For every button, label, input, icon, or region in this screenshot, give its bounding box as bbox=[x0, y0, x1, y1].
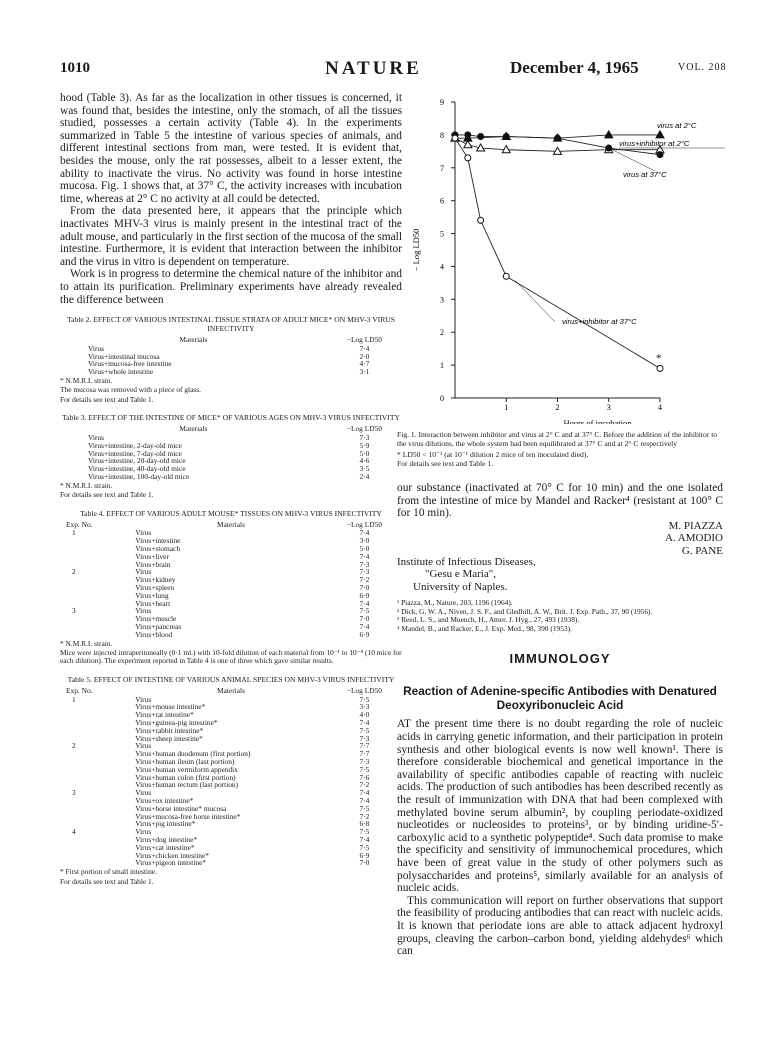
figure-note: * LD50 < 10⁻¹ (at 10⁻¹ dilution 2 mice of ten inoculated died). bbox=[397, 450, 589, 459]
author: A. AMODIO bbox=[664, 532, 723, 545]
material-cell: Virus bbox=[88, 343, 104, 353]
exp-number bbox=[60, 711, 135, 719]
table-caption: Table 5. EFFECT OF INTESTINE OF VARIOUS ANIMAL SPECIES ON MHV-3 VIRUS INFECTIVITY bbox=[67, 674, 395, 684]
figure-caption: Fig. 1. Interaction between inhibitor and virus at 2° C and at 37° C. Before the addition of the inhibitor to the virus dilutions, the whole system had been equilibrated at 37° C and at 2° C respectively bbox=[397, 430, 718, 448]
data-point bbox=[478, 134, 484, 140]
table-2 bbox=[60, 315, 402, 404]
value-cell: 5·0 bbox=[359, 448, 370, 458]
table-row bbox=[60, 813, 402, 821]
value-cell: 7·4 bbox=[359, 835, 370, 844]
value-cell: 7·2 bbox=[359, 811, 370, 821]
table-row bbox=[60, 711, 402, 719]
x-tick-label: 1 bbox=[504, 403, 509, 412]
column-header: Materials bbox=[217, 685, 245, 695]
exp-number bbox=[60, 553, 135, 561]
asterisk-marker: * bbox=[656, 352, 662, 365]
table-row bbox=[60, 607, 402, 615]
material-cell: Virus+pigeon intestine* bbox=[135, 858, 207, 868]
table-row bbox=[60, 623, 402, 631]
value-cell: 7·5 bbox=[359, 606, 370, 616]
column-header: Exp. No. bbox=[66, 685, 93, 695]
table-row bbox=[60, 820, 402, 828]
table-row bbox=[60, 696, 402, 704]
page-header bbox=[0, 60, 775, 82]
value-cell: 7·4 bbox=[359, 551, 370, 561]
value-cell: 4·0 bbox=[359, 710, 370, 720]
value-cell: 3·1 bbox=[359, 367, 370, 377]
material-cell: Virus+human rectum (last portion) bbox=[135, 780, 239, 790]
column-header: −Log LD50 bbox=[346, 335, 382, 345]
value-cell: 7·5 bbox=[359, 764, 370, 774]
section-heading: IMMUNOLOGY bbox=[509, 651, 611, 667]
value-cell: 7·3 bbox=[359, 757, 370, 767]
exp-number bbox=[60, 576, 135, 584]
table-header-row bbox=[60, 521, 402, 530]
left-column bbox=[60, 92, 402, 886]
x-tick-label: 4 bbox=[658, 403, 662, 412]
table-row bbox=[60, 631, 402, 639]
data-point bbox=[555, 135, 561, 141]
material-cell: Virus+lung bbox=[135, 590, 169, 600]
article-body bbox=[397, 718, 723, 957]
y-axis-label: − Log LD50 bbox=[411, 228, 421, 272]
value-cell: 7·3 bbox=[359, 433, 370, 443]
column-header: Exp. No. bbox=[66, 519, 93, 529]
value-cell: 4·6 bbox=[359, 456, 370, 466]
table-row bbox=[60, 473, 402, 481]
value-cell: 7·0 bbox=[359, 858, 370, 868]
material-cell: Virus+rat intestine* bbox=[135, 710, 194, 720]
data-point bbox=[606, 145, 612, 151]
value-cell: 7·2 bbox=[359, 780, 370, 790]
table-caption: Table 4. EFFECT OF VARIOUS ADULT MOUSE* TISSUES ON MHV-3 VIRUS INFECTIVITY bbox=[80, 508, 382, 518]
table-row bbox=[60, 852, 402, 860]
material-cell: Virus+kidney bbox=[135, 575, 176, 585]
author: G. PANE bbox=[681, 544, 723, 557]
value-cell: 7·4 bbox=[359, 788, 370, 798]
table-caption: Table 2. EFFECT OF VARIOUS INTESTINAL TISSUE STRATA OF ADULT MICE* ON MHV-3 VIRUS INFECTIVITY bbox=[67, 315, 395, 334]
data-point bbox=[478, 217, 484, 223]
table-note: * N.M.R.I. strain. bbox=[60, 376, 113, 386]
value-cell: 6·9 bbox=[359, 629, 370, 639]
material-cell: Virus+intestinal mucosa bbox=[88, 351, 160, 361]
table-note: For details see text and Table 1. bbox=[60, 490, 154, 500]
material-cell: Virus+pancreas bbox=[135, 622, 182, 632]
journal-name: NATURE bbox=[325, 58, 422, 79]
material-cell: Virus bbox=[135, 741, 152, 751]
exp-number bbox=[60, 750, 135, 758]
table-row bbox=[60, 545, 402, 553]
table-note: * N.M.R.I. strain. bbox=[60, 638, 113, 648]
table-row bbox=[60, 797, 402, 805]
material-cell: Virus+spleen bbox=[135, 583, 175, 593]
value-cell: 7·5 bbox=[359, 842, 370, 852]
data-point bbox=[605, 131, 613, 138]
y-tick-label: 0 bbox=[440, 394, 444, 403]
column-header: Materials bbox=[217, 519, 245, 529]
value-cell: 7·4 bbox=[359, 598, 370, 608]
material-cell: Virus+chicken intestine* bbox=[135, 850, 209, 860]
table-row bbox=[60, 727, 402, 735]
figure-note: For details see text and Table 1. bbox=[397, 459, 494, 468]
value-cell: 7·4 bbox=[359, 718, 370, 728]
table-row bbox=[60, 561, 402, 569]
material-cell: Virus+muscle bbox=[135, 614, 177, 624]
material-cell: Virus+pig intestine* bbox=[135, 819, 196, 829]
exp-number bbox=[60, 774, 135, 782]
exp-number: 1 bbox=[72, 694, 76, 704]
value-cell: 7·5 bbox=[359, 827, 370, 837]
right-body-text bbox=[397, 482, 723, 520]
material-cell: Virus bbox=[135, 827, 152, 837]
exp-number bbox=[60, 623, 135, 631]
table-header-row bbox=[60, 687, 402, 696]
table-row bbox=[60, 789, 402, 797]
reference-list bbox=[397, 599, 723, 633]
reference: ³ Reed, L. S., and Muench, H., Amer. J. Hyg., 27, 493 (1938). bbox=[397, 615, 580, 625]
y-tick-label: 2 bbox=[440, 328, 444, 338]
author-list bbox=[397, 520, 723, 558]
value-cell: 7·6 bbox=[359, 772, 370, 782]
value-cell: 6·9 bbox=[359, 850, 370, 860]
data-table bbox=[60, 521, 402, 639]
page-number: 1010 bbox=[60, 60, 90, 76]
value-cell: 7·4 bbox=[359, 622, 370, 632]
exp-number bbox=[60, 797, 135, 805]
table-header-row bbox=[60, 336, 402, 345]
column-header: Materials bbox=[179, 335, 208, 345]
value-cell: 7·3 bbox=[359, 567, 370, 577]
table-note: For details see text and Table 1. bbox=[60, 876, 154, 886]
exp-number bbox=[60, 631, 135, 639]
exp-number: 3 bbox=[72, 788, 76, 798]
institution bbox=[397, 556, 723, 594]
table-row bbox=[60, 703, 402, 711]
exp-number bbox=[60, 615, 135, 623]
value-cell: 7·4 bbox=[359, 796, 370, 806]
material-cell: Virus+human ileum (last portion) bbox=[135, 757, 235, 767]
material-cell: Virus+whole intestine bbox=[88, 367, 154, 377]
data-point bbox=[656, 131, 664, 138]
table-row bbox=[60, 781, 402, 789]
exp-number bbox=[60, 859, 135, 867]
column-header: −Log LD50 bbox=[346, 685, 382, 695]
table-note: For details see text and Table 1. bbox=[60, 394, 154, 404]
value-cell: 3·5 bbox=[359, 464, 370, 474]
y-tick-label: 1 bbox=[440, 361, 444, 371]
value-cell: 5·0 bbox=[359, 544, 370, 554]
value-cell: 2·0 bbox=[359, 351, 370, 361]
article-title: Reaction of Adenine-specific Antibodies with Denatured Deoxyribonucleic Acid bbox=[403, 684, 717, 713]
table-row bbox=[60, 600, 402, 608]
table-row bbox=[60, 844, 402, 852]
data-point bbox=[452, 135, 458, 141]
paragraph: This communication will report on further observations that support the feasibility of producing antibodies that can react with nucleic acids. It is known that periodate ions are able to attack adjacent hydroxyl groups, cleaving the carbon–carbon bond, yielding aldehydes⁶ which can bbox=[397, 894, 723, 958]
table-4 bbox=[60, 509, 402, 666]
material-cell: Virus bbox=[88, 433, 104, 443]
left-body-text bbox=[60, 92, 402, 306]
material-cell: Virus+ox intestine* bbox=[135, 796, 194, 806]
material-cell: Virus+mucosa-free horse intestine* bbox=[135, 811, 241, 821]
exp-number bbox=[60, 852, 135, 860]
y-tick-label: 8 bbox=[440, 130, 444, 140]
exp-number bbox=[60, 592, 135, 600]
value-cell: 7·5 bbox=[359, 725, 370, 735]
data-point bbox=[464, 141, 472, 148]
material-cell: Virus bbox=[135, 567, 152, 577]
table-5 bbox=[60, 675, 402, 886]
table-row bbox=[60, 836, 402, 844]
value-cell: 7·0 bbox=[359, 614, 370, 624]
exp-number bbox=[60, 703, 135, 711]
exp-number bbox=[60, 758, 135, 766]
series-label: virus+inhibitor at 2°C bbox=[619, 139, 690, 148]
column-header: −Log LD50 bbox=[346, 519, 382, 529]
y-tick-label: 9 bbox=[440, 98, 444, 107]
line-chart bbox=[405, 86, 735, 424]
institution-line: Institute of Infectious Diseases, bbox=[397, 555, 536, 568]
exp-number bbox=[60, 584, 135, 592]
table-note: * First portion of small intestine. bbox=[60, 867, 157, 877]
data-point bbox=[503, 134, 509, 140]
material-cell: Virus+brain bbox=[135, 559, 171, 569]
x-axis-label: Hours of incubation bbox=[563, 418, 632, 424]
exp-number bbox=[60, 727, 135, 735]
value-cell: 7·7 bbox=[359, 749, 370, 759]
exp-number: 2 bbox=[72, 567, 76, 577]
table-note: The mucosa was removed with a piece of glass. bbox=[60, 385, 201, 395]
exp-number bbox=[60, 813, 135, 821]
figure-1 bbox=[405, 86, 735, 424]
table-row bbox=[60, 719, 402, 727]
y-tick-label: 5 bbox=[440, 229, 444, 239]
data-point bbox=[657, 365, 663, 371]
value-cell: 3·3 bbox=[359, 702, 370, 712]
value-cell: 7·7 bbox=[359, 741, 370, 751]
table-row bbox=[60, 735, 402, 743]
y-tick-label: 6 bbox=[440, 196, 444, 206]
material-cell: Virus bbox=[135, 606, 152, 616]
table-row bbox=[60, 553, 402, 561]
table-row bbox=[60, 368, 402, 376]
value-cell: 6·9 bbox=[359, 590, 370, 600]
institution-line: University of Naples. bbox=[413, 580, 508, 593]
paragraph: hood (Table 3). As far as the localization in other tissues is concerned, it was found that, besides the intestine, only the stomach, of all the tissues studied, possesses a certain activity (Table 4). In the experiments summarized in Table 5 the intestine of various species of animals, and different intestinal sections from man, were tested. It is evident that, besides the mouse, only the rat possesses, albeit to a lesser extent, the ability to inactivate the virus. No activity was found in horse intestine mucosa. Fig. 1 shows that, at 37° C, the activity increases with incubation time, whereas at 2° C no activity at all could be detected. bbox=[60, 92, 402, 205]
y-tick-label: 3 bbox=[440, 295, 444, 305]
value-cell: 7·3 bbox=[359, 733, 370, 743]
y-tick-label: 7 bbox=[440, 163, 444, 173]
y-tick-label: 4 bbox=[440, 262, 444, 272]
table-note: Mice were injected intraperitoneally (0·1 ml.) with 10-fold dilution of each material from 10⁻¹ to 10⁻⁸ (10 mice for each dilution). The experiment reported in Table 4 is one of three which gave similar results. bbox=[60, 648, 402, 666]
exp-number: 1 bbox=[72, 528, 76, 538]
material-cell: Virus bbox=[135, 694, 152, 704]
column-header: −Log LD50 bbox=[346, 424, 382, 434]
value-cell: 7·2 bbox=[359, 575, 370, 585]
data-table bbox=[60, 687, 402, 867]
series-label: virus at 37°C bbox=[623, 170, 667, 179]
material-cell: Virus+guinea-pig intestine* bbox=[135, 718, 218, 728]
value-cell: 7·0 bbox=[359, 583, 370, 593]
exp-number bbox=[60, 836, 135, 844]
material-cell: Virus+intestine, 7-day-old mice bbox=[88, 448, 182, 458]
paragraph: our substance (inactivated at 70° C for 10 min) and the one isolated from the intestine of mice by Mandel and Racker⁴ (resistant at 100° C for 10 min). bbox=[397, 482, 723, 520]
material-cell: Virus+blood bbox=[135, 629, 173, 639]
exp-number: 3 bbox=[72, 606, 76, 616]
series-label: virus+inhibitor at 37°C bbox=[562, 317, 637, 326]
value-cell: 6·8 bbox=[359, 819, 370, 829]
material-cell: Virus+sheep intestine* bbox=[135, 733, 203, 743]
table-row bbox=[60, 529, 402, 537]
table-row bbox=[60, 568, 402, 576]
material-cell: Virus+dog intestine* bbox=[135, 835, 198, 844]
exp-number bbox=[60, 545, 135, 553]
value-cell: 7·4 bbox=[359, 343, 370, 353]
value-cell: 7·3 bbox=[359, 559, 370, 569]
table-row bbox=[60, 615, 402, 623]
exp-number: 4 bbox=[72, 827, 76, 837]
table-header-row bbox=[60, 425, 402, 434]
table-row bbox=[60, 537, 402, 545]
value-cell: 4·7 bbox=[359, 359, 370, 369]
material-cell: Virus+human vermiform appendix bbox=[135, 764, 238, 774]
value-cell: 7·4 bbox=[359, 528, 370, 538]
exp-number bbox=[60, 844, 135, 852]
data-point bbox=[465, 132, 471, 138]
paragraph: Work is in progress to determine the chemical nature of the inhibitor and to attain its purification. Preliminary experiments have already revealed the difference between bbox=[60, 268, 402, 306]
label-leader bbox=[515, 280, 555, 322]
material-cell: Virus+intestine, 100-day-old mice bbox=[88, 472, 190, 482]
table-row bbox=[60, 592, 402, 600]
exp-number bbox=[60, 719, 135, 727]
series-label: virus at 2°C bbox=[657, 121, 697, 130]
material-cell: Virus+mucosa-free intestine bbox=[88, 359, 172, 369]
data-point bbox=[503, 273, 509, 279]
material-cell: Virus bbox=[135, 788, 152, 798]
data-point bbox=[657, 152, 663, 158]
material-cell: Virus+intestine bbox=[135, 536, 181, 546]
material-cell: Virus+rabbit intestine* bbox=[135, 725, 204, 735]
material-cell: Virus+liver bbox=[135, 551, 169, 561]
exp-number bbox=[60, 537, 135, 545]
paragraph: From the data presented here, it appears that the principle which inactivates MHV-3 virus is mainly present in the intestinal tract of the adult mouse, and particularly in the first section of the mucosa of the small intestine. Furthermore, it is evident that interaction between the inhibitor and the virus in vitro is dependent on temperature. bbox=[60, 205, 402, 268]
material-cell: Virus+cat intestine* bbox=[135, 842, 195, 852]
x-tick-label: 2 bbox=[555, 403, 560, 412]
material-cell: Virus+human duodenum (first portion) bbox=[135, 749, 251, 759]
data-table bbox=[60, 336, 402, 376]
volume: VOL. 208 bbox=[678, 62, 727, 73]
table-row bbox=[60, 859, 402, 867]
exp-number: 2 bbox=[72, 741, 76, 751]
table-row bbox=[60, 584, 402, 592]
value-cell: 2·4 bbox=[359, 472, 370, 482]
reference: ¹ Piazza, M., Nature, 203, 1196 (1964). bbox=[397, 598, 513, 608]
exp-number bbox=[60, 766, 135, 774]
material-cell: Virus+stomach bbox=[135, 544, 181, 554]
material-cell: Virus+horse intestine* mucosa bbox=[135, 803, 227, 813]
table-3 bbox=[60, 413, 402, 499]
x-tick-label: 3 bbox=[606, 403, 611, 412]
data-point bbox=[465, 155, 471, 161]
material-cell: Virus+intestine, 20-day-old mice bbox=[88, 456, 186, 466]
reference: ² Dick, G. W. A., Niven, J. S. F., and Gledhill, A. W., Brit. J. Exp. Path., 37, 90 (1956). bbox=[397, 606, 653, 616]
column-header: Materials bbox=[179, 424, 208, 434]
value-cell: 3·0 bbox=[359, 536, 370, 546]
value-cell: 7·5 bbox=[359, 694, 370, 704]
table-row bbox=[60, 576, 402, 584]
value-cell: 7·5 bbox=[359, 803, 370, 813]
institution-line: "Gesu e Maria", bbox=[425, 568, 496, 581]
issue-date: December 4, 1965 bbox=[510, 58, 639, 77]
data-table bbox=[60, 425, 402, 481]
table-caption: Table 3. EFFECT OF THE INTESTINE OF MICE* OF VARIOUS AGES ON MHV-3 VIRUS INFECTIVITY bbox=[62, 413, 400, 423]
material-cell: Virus+heart bbox=[135, 598, 171, 608]
table-row bbox=[60, 828, 402, 836]
material-cell: Virus+intestine, 2-day-old mice bbox=[88, 440, 182, 450]
table-note: * N.M.R.I. strain. bbox=[60, 480, 113, 490]
material-cell: Virus+human colon (first portion) bbox=[135, 772, 236, 782]
author: M. PIAZZA bbox=[668, 519, 723, 532]
material-cell: Virus bbox=[135, 528, 152, 538]
material-cell: Virus+mouse intestine* bbox=[135, 702, 206, 712]
paragraph: AT the present time there is no doubt regarding the role of nucleic acids in carrying genetic information, and their participation in protein synthesis and other biological events is now well known¹. There is therefore considerable biochemical and genetical importance in the availability of specific antibodies capable of reacting with nucleic acids. The production of such antibodies has been described recently as the result of immunization with DNA that had been complexed with methylated bovine serum albumin², by coupling periodate-oxidized nucleotides or nucleosides to proteins³, or by binding uridine-5′-carboxylic acid to a synthetic polypeptide⁴. Such data promise to make the specificity and sensitivity of immunochemical procedures, which have been of great value in the study of other polymers such as polysaccharides and proteins⁵, similarly available for an analysis of nucleic acids. bbox=[397, 718, 723, 895]
value-cell: 5·9 bbox=[359, 440, 370, 450]
material-cell: Virus+intestine, 40-day-old mice bbox=[88, 464, 186, 474]
exp-number bbox=[60, 805, 135, 813]
reference: ⁴ Mandel, B., and Racker, E., J. Exp. Med., 98, 390 (1953). bbox=[397, 623, 572, 633]
right-column bbox=[397, 430, 723, 958]
